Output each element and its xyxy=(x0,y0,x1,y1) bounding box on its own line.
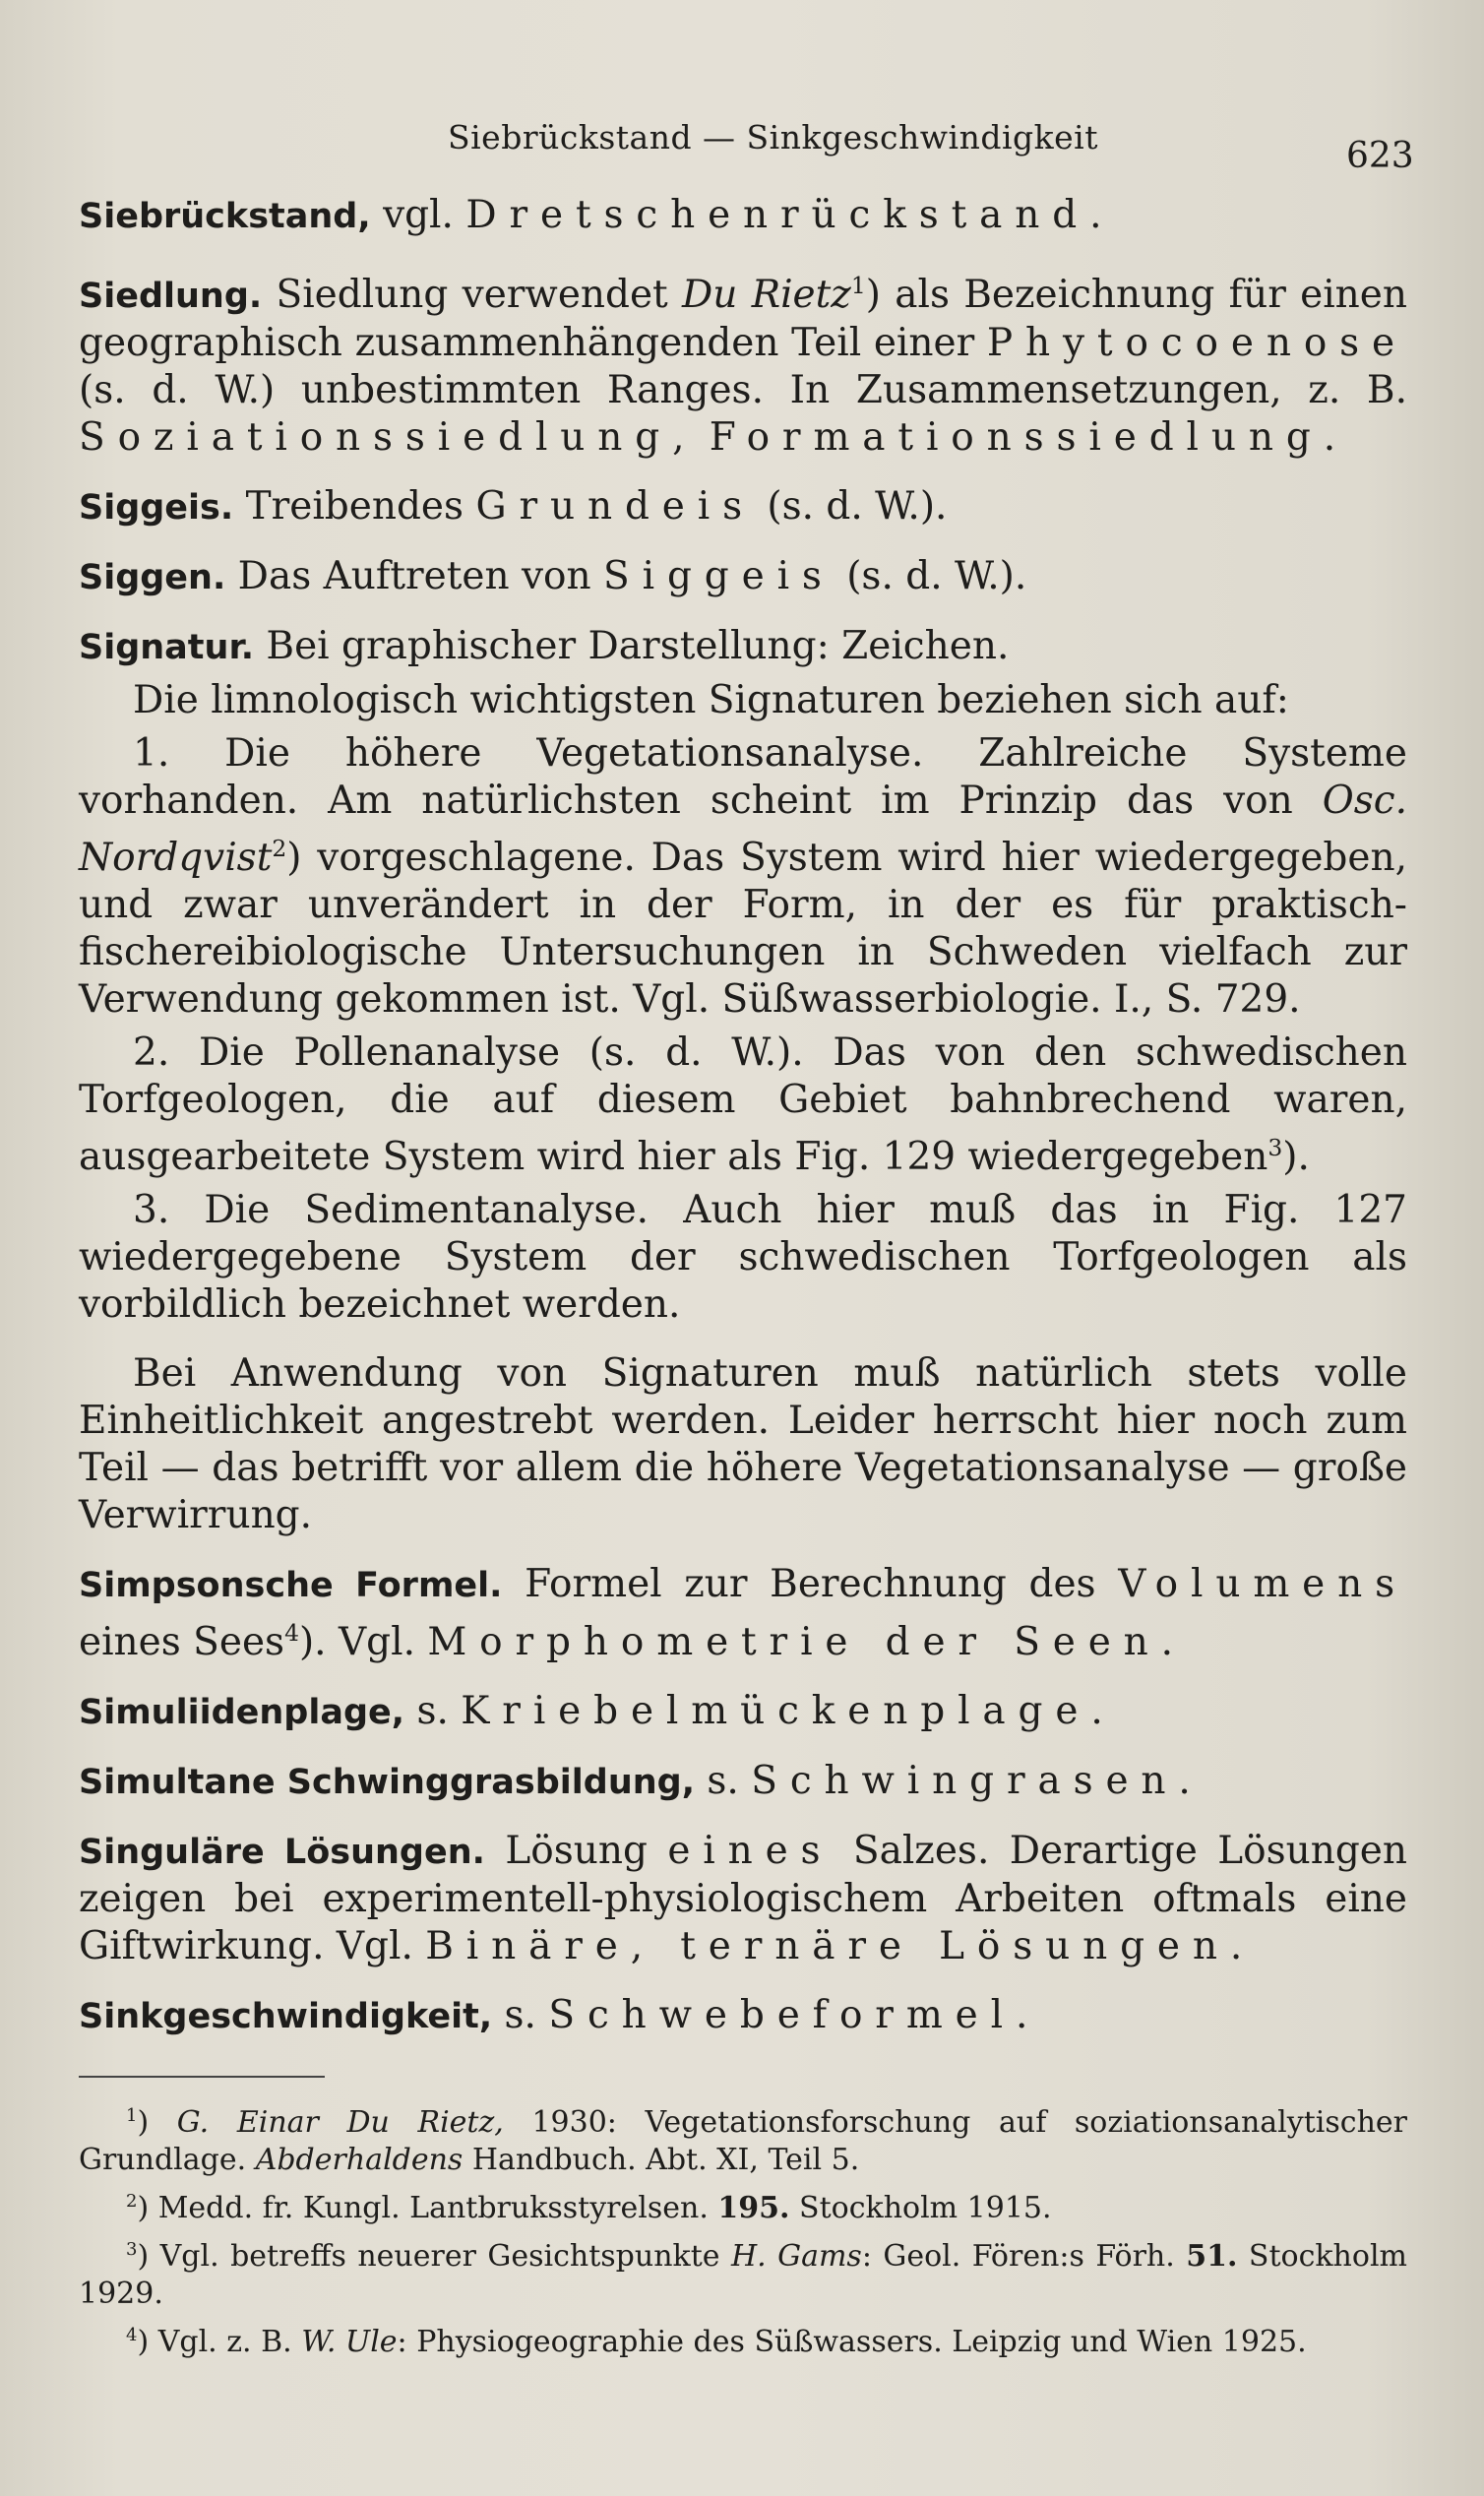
text: : Geol. Fören:s Förh. xyxy=(861,2239,1175,2274)
text: (s. d. W.). xyxy=(767,484,948,529)
lemma: Siebrückstand, xyxy=(79,197,371,236)
footnote-number: 1 xyxy=(126,2105,138,2126)
footnote-number: 2 xyxy=(126,2191,138,2212)
text: Handbuch. Abt. XI, Teil 5. xyxy=(471,2143,860,2177)
footnote-2: $^2$) Medd. fr. Kungl. Lantbruksstyrelsen. 195. Stockholm 1915. xyxy=(126,2191,1052,2225)
italic-text: Abderhaldens xyxy=(255,2143,464,2177)
footnote-divider xyxy=(79,2076,325,2078)
cross-reference: Schwebeformel. xyxy=(548,1993,1041,2037)
entry-simultane-schwinggrasbildung xyxy=(79,1758,1407,1806)
text: s. xyxy=(504,1993,536,2037)
page-number: 623 xyxy=(1346,136,1414,176)
spaced-term: eines xyxy=(667,1829,834,1873)
footnote-marker: 1 xyxy=(850,272,866,299)
author-name: W. Ule xyxy=(301,2325,398,2359)
entry-siggeis xyxy=(79,483,1407,531)
lemma: Signatur. xyxy=(79,628,255,667)
spaced-term: Volumens xyxy=(1118,1562,1407,1606)
entry-simuliidenplage xyxy=(79,1688,1407,1736)
text: vgl. xyxy=(383,193,454,237)
text: 1. Die höhere Vegetationsanalyse. Zahlreiche Systeme vorhanden. Am natürlichsten scheint im Prinzip das von xyxy=(79,731,1407,823)
footnote-4: $^4$) Vgl. z. B. W. Ule: Physiogeographie des Süßwassers. Leipzig und Wien 1925. xyxy=(126,2325,1307,2359)
text: eines Sees xyxy=(79,1620,285,1664)
text: ). Vgl. xyxy=(298,1620,415,1664)
entry-siggen xyxy=(79,553,1407,601)
lemma: Siggeis. xyxy=(79,488,234,528)
signatur-paragraph-4: Bei Anwendung von Signaturen muß natürlich stets volle Einheitlichkeit angestrebt werden. Leider herrscht hier noch zum Teil — das betrifft vor allem die höhere Vegetationsanalyse — große Verwirrung. xyxy=(79,1351,1407,1537)
signatur-paragraph-intro: Die limnologisch wichtigsten Signaturen beziehen sich auf: xyxy=(133,678,1289,722)
text: 1930: Vegetationsforschung auf soziationsanalytischer Grundlage. xyxy=(79,2105,1407,2177)
lemma: Simultane Schwinggrasbildung, xyxy=(79,1763,696,1802)
author-name: H. Gams xyxy=(730,2239,862,2274)
author-name: Du Rietz xyxy=(682,273,851,317)
signatur-paragraph-3: 3. Die Sedimentanalyse. Auch hier muß das in Fig. 127 wiedergegebene System der schwedischen Torfgeologen als vorbildlich bezeichnet werden. xyxy=(79,1188,1407,1327)
footnote-1: $^1$) G. Einar Du Rietz, 1930: Vegetationsforschung auf soziationsanalytischer Grundlage. Abderhaldens Handbuch. Abt. XI, Teil 5. xyxy=(79,2105,1407,2177)
text: Stockholm 1915. xyxy=(799,2191,1052,2225)
text: Siedlung verwendet xyxy=(276,273,668,317)
text: 2. Die Pollenanalyse (s. d. W.). Das von den schwedischen Torfgeologen, die auf diesem Gebiet bahnbrechend waren, ausgearbeitete System wird hier als Fig. 129 wiedergegeben xyxy=(79,1030,1407,1179)
cross-reference: Dretschenrückstand. xyxy=(465,193,1115,237)
author-name: G. Einar Du Rietz, xyxy=(176,2105,504,2140)
lemma: Singuläre Lösungen. xyxy=(79,1833,485,1872)
cross-reference: Morphometrie der Seen. xyxy=(427,1620,1186,1664)
text: Treibendes xyxy=(245,484,464,529)
lemma: Sinkgeschwindigkeit, xyxy=(79,1997,493,2036)
entry-signatur xyxy=(79,623,1407,671)
text: ). xyxy=(1282,1135,1310,1179)
cross-reference: Phytocoenose xyxy=(986,321,1407,365)
page-body xyxy=(79,192,1407,2365)
text: ) vorgeschlagene. Das System wird hier wiedergegeben, und zwar unverändert in der Form, in der es für praktisch-fischereibiologische Untersuchungen in Schweden vielfach zur Verwendung gekommen ist. Vgl. Süßwasserbiologie. I., S. 729. xyxy=(79,836,1407,1022)
text: Vgl. betreffs neuerer Gesichtspunkte xyxy=(159,2239,720,2274)
entry-simpsonsche-formel xyxy=(79,1561,1407,1666)
cross-reference: Kriebelmückenplage. xyxy=(461,1689,1116,1733)
cross-reference: Binäre, ternäre Lösungen. xyxy=(425,1924,1256,1968)
entry-sinkgeschwindigkeit xyxy=(79,1992,1407,2040)
volume-number: 51. xyxy=(1186,2239,1238,2274)
entry-siedlung xyxy=(79,262,1407,462)
footnote-marker: 2 xyxy=(272,835,287,862)
signatur-paragraph-2 xyxy=(79,1030,1407,1181)
cross-reference: Schwingrasen. xyxy=(751,1759,1204,1803)
entry-singulaere-loesungen xyxy=(79,1828,1407,1970)
footnote-number: 3 xyxy=(126,2239,138,2260)
text: Salzes. Derartige Lösungen zeigen bei experimentell-physiologischem Arbeiten oftmals eine Giftwirkung. Vgl. xyxy=(79,1829,1407,1968)
footnote-3: $^3$) Vgl. betreffs neuerer Gesichtspunkte H. Gams: Geol. Fören:s Förh. 51. Stockholm 1929. xyxy=(79,2239,1407,2311)
footnote-marker: 3 xyxy=(1268,1134,1283,1161)
text: Medd. fr. Kungl. Lantbruksstyrelsen. xyxy=(157,2191,709,2225)
text: ) als Bezeichnung für einen geographisch zusammenhängenden Teil einer xyxy=(79,273,1407,365)
text: : Physiogeographie des Süßwassers. Leipzig und Wien 1925. xyxy=(397,2325,1307,2359)
text: s. xyxy=(416,1689,449,1733)
text: Vgl. z. B. xyxy=(157,2325,292,2359)
text: Lösung xyxy=(505,1829,648,1873)
spaced-term: Soziationssiedlung, xyxy=(79,415,698,460)
cross-reference: Siggeis xyxy=(603,554,835,598)
author-name: Osc. Nordqvist xyxy=(79,779,1407,880)
lemma: Simuliidenplage, xyxy=(79,1693,405,1732)
text: Das Auftreten von xyxy=(237,554,591,598)
text: Bei graphischer Darstellung: Zeichen. xyxy=(266,624,1010,668)
cross-reference: Grundeis xyxy=(475,484,755,529)
lemma: Siggen. xyxy=(79,558,226,597)
volume-number: 195. xyxy=(717,2191,790,2225)
spaced-term: Formationssiedlung. xyxy=(709,415,1348,460)
text: s. xyxy=(707,1759,739,1803)
footnote-marker: 4 xyxy=(284,1619,299,1647)
text: Formel zur Berechnung des xyxy=(525,1562,1096,1606)
running-head: Siebrückstand — Sinkgeschwindigkeit xyxy=(448,118,1098,156)
lemma: Siedlung. xyxy=(79,277,263,316)
lemma: Simpsonsche Formel. xyxy=(79,1566,503,1605)
footnote-number: 4 xyxy=(126,2325,138,2345)
entry-siebrueckstand xyxy=(79,192,1407,240)
text: (s. d. W.) unbestimmten Ranges. In Zusammensetzungen, z. B. xyxy=(79,368,1407,412)
text: (s. d. W.). xyxy=(846,554,1027,598)
signatur-paragraph-1 xyxy=(79,730,1407,1024)
text: Stockholm 1929. xyxy=(79,2239,1407,2311)
